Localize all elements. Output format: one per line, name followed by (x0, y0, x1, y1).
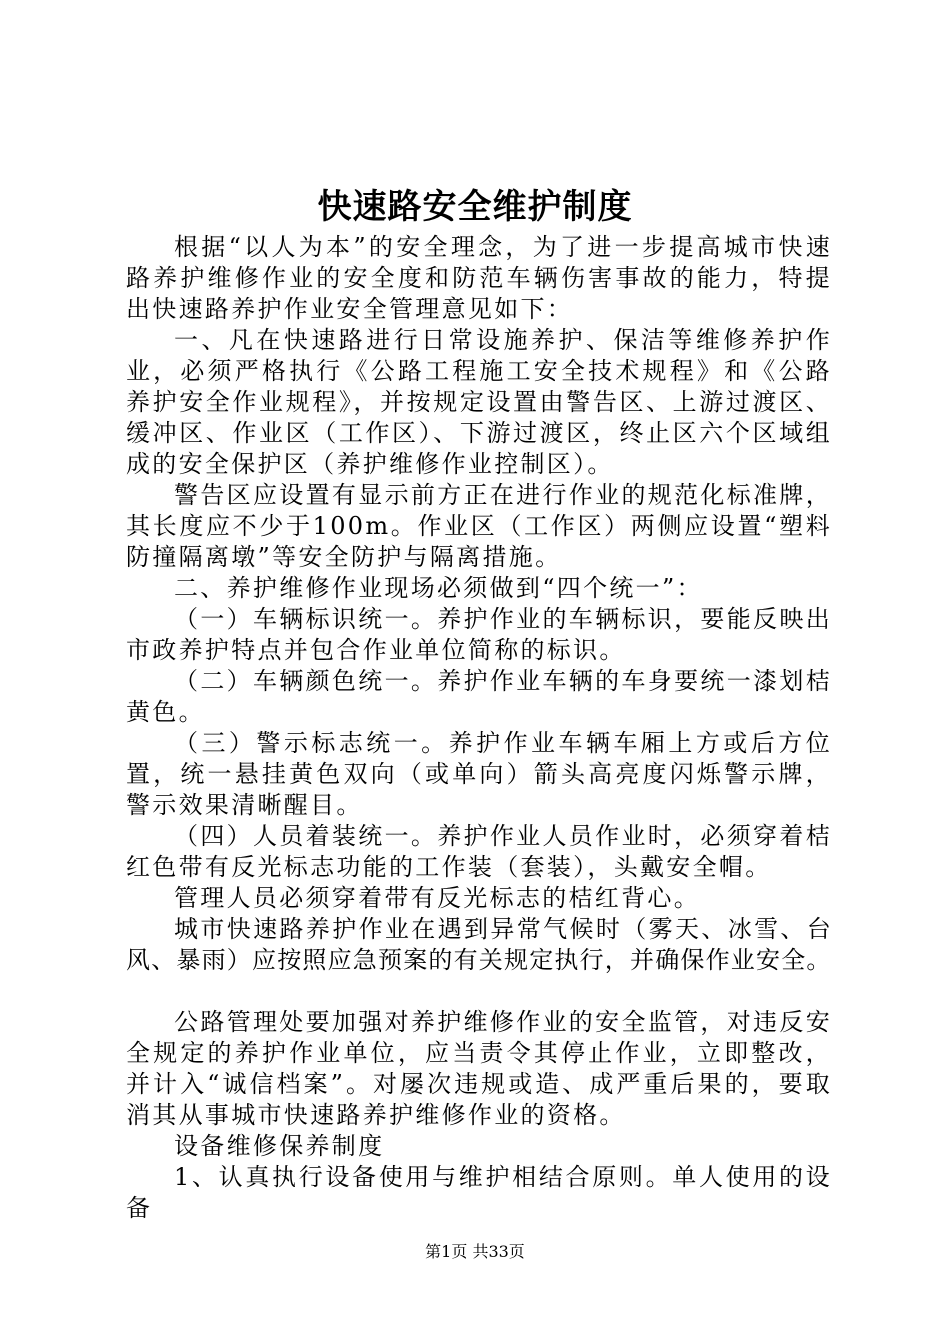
paragraph-item-3: （三）警示标志统一。养护作业车辆车厢上方或后方位置，统一悬挂黄色双向（或单向）箭头高亮度闪烁警示牌，警示效果清晰醒目。 (126, 729, 832, 819)
paragraph-supervision: 公路管理处要加强对养护维修作业的安全监管，对违反安全规定的养护作业单位，应当责令其停止作业，立即整改，并计入“诚信档案”。对屡次违规或造、成严重后果的，要取消其从事城市快速路养护维修作业的资格。 (126, 1008, 832, 1129)
paragraph-weather: 城市快速路养护作业在遇到异常气候时（雾天、冰雪、台风、暴雨）应按照应急预案的有关规定执行，并确保作业安全。 (126, 915, 832, 974)
paragraph-item-2: （二）车辆颜色统一。养护作业车辆的车身要统一漆划桔黄色。 (126, 667, 832, 726)
paragraph-equipment-heading: 设备维修保养制度 (174, 1132, 385, 1160)
paragraph-section-1: 一、凡在快速路进行日常设施养护、保洁等维修养护作业，必须严格执行《公路工程施工安全技术规程》和《公路养护安全作业规程》，并按规定设置由警告区、上游过渡区、缓冲区、作业区（工作区）、下游过渡区，终止区六个区域组成的安全保护区（养护维修作业控制区）。 (126, 326, 832, 478)
paragraph-intro: 根据“以人为本”的安全理念，为了进一步提高城市快速路养护维修作业的安全度和防范车辆伤害事故的能力，特提出快速路养护作业安全管理意见如下： (126, 233, 832, 323)
paragraph-item-4: （四）人员着装统一。养护作业人员作业时，必须穿着桔红色带有反光标志功能的工作装（套装），头戴安全帽。 (126, 822, 832, 881)
document-title: 快速路安全维护制度 (317, 187, 633, 227)
paragraph-section-2: 二、养护维修作业现场必须做到“四个统一”： (174, 574, 703, 602)
page-number-footer: 第1页 共33页 (425, 1242, 525, 1261)
paragraph-equipment-item-1: 1、认真执行设备使用与维护相结合原则。单人使用的设备 (126, 1163, 832, 1222)
document-body (126, 232, 832, 1224)
paragraph-managers: 管理人员必须穿着带有反光标志的桔红背心。 (174, 884, 700, 912)
paragraph-item-1: （一）车辆标识统一。养护作业的车辆标识，要能反映出市政养护特点并包合作业单位简称的标识。 (126, 605, 832, 664)
paragraph-warning-zone: 警告区应设置有显示前方正在进行作业的规范化标准牌，其长度应不少于100m。作业区（工作区）两侧应设置“塑料防撞隔离墩”等安全防护与隔离措施。 (126, 481, 832, 571)
